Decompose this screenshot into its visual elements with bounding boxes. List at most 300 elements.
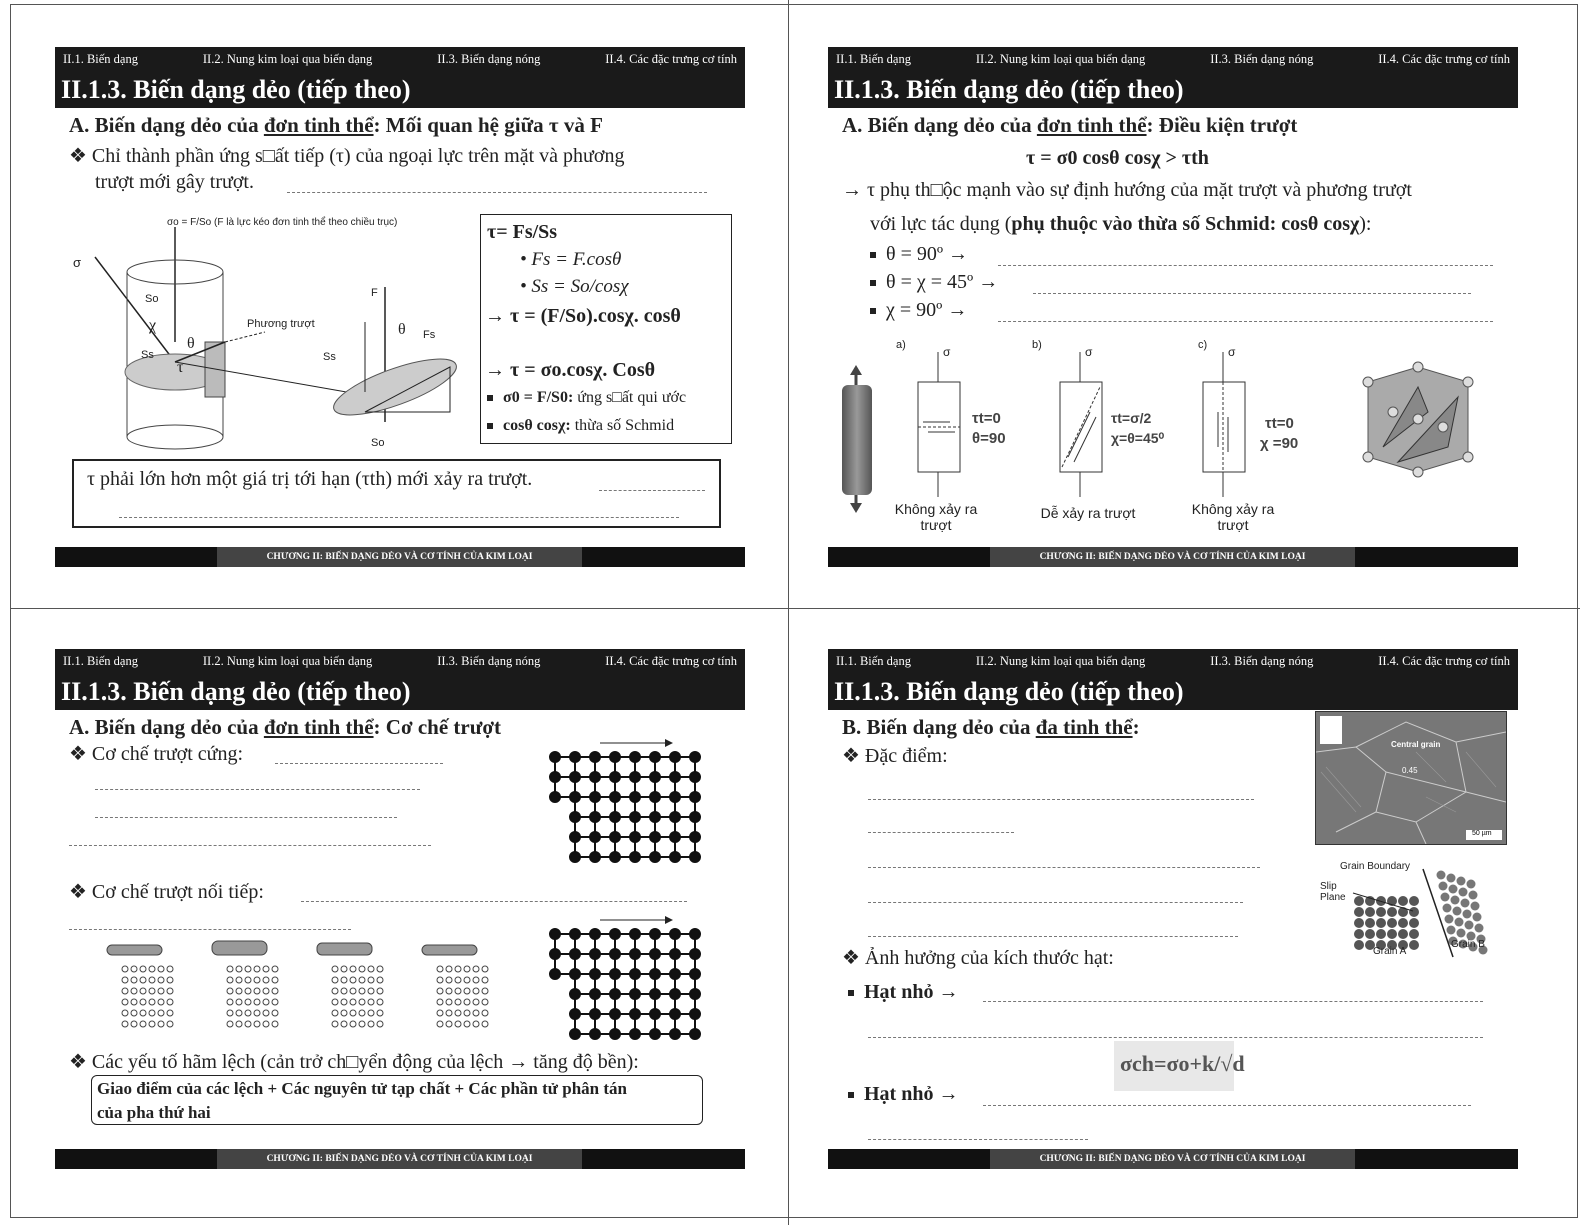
blank-line [95,817,397,818]
blank-line [119,517,679,518]
grain-atom [1443,904,1452,913]
caterpillar-dislocation-figure [85,937,505,1037]
blank-line [868,1037,1483,1038]
nav-item[interactable]: II.4. Các đặc trưng cơ tính [605,653,737,668]
atom [350,966,356,972]
atom [455,966,461,972]
atom [158,966,164,972]
grain-atom [1473,913,1482,922]
atom [368,966,374,972]
nav-item[interactable]: II.3. Biến dạng nóng [1210,51,1314,66]
atom [122,977,128,983]
nav-item[interactable]: II.2. Nung kim loại qua biến dạng [975,653,1146,668]
atom [245,966,251,972]
atom [377,1021,383,1027]
atom [482,988,488,994]
grain-atom [1409,918,1419,928]
atom [149,966,155,972]
atom [437,977,443,983]
grain-size-item [848,1083,958,1106]
nav-item[interactable]: II.3. Biến dạng nóng [1210,653,1314,668]
atom [131,999,137,1005]
atom [263,966,269,972]
nav-item[interactable]: II.1. Biến dạng [63,51,138,66]
slide-nav [55,649,745,673]
blank-line [301,901,687,902]
grain-atom [1354,896,1364,906]
atom [245,1010,251,1016]
grain-atom [1465,921,1474,930]
atom [473,966,479,972]
atom [167,1021,173,1027]
grain-atom [1453,907,1462,916]
atom [368,988,374,994]
conclusion-text: τ phải lớn hơn một giá trị tới hạn (τth) mới xảy ra trượt. [87,468,533,490]
atom [149,977,155,983]
grain-atom [1365,918,1375,928]
body-text [870,213,1371,236]
grain-atom [1376,918,1386,928]
grain-atom [1354,940,1364,950]
atom [227,1010,233,1016]
vertical-divider [788,0,789,1225]
grain-atom [1387,929,1397,939]
progressive-slip-lattice [545,914,715,1044]
atom [350,999,356,1005]
blank-line [275,763,443,764]
section-heading [842,715,1140,740]
formula-desc: thừa số Schmid [570,417,675,434]
atom [455,1010,461,1016]
grain-atom [1475,924,1484,933]
atom [455,999,461,1005]
condition-item [870,271,998,294]
atom [263,1021,269,1027]
rigid-slip-lattice [545,737,715,867]
formula: • Ss = So/cosχ [520,276,629,297]
condition-item [870,299,967,322]
atom [377,988,383,994]
formula: → τ = (F/So).cosχ. cosθ [485,305,681,327]
atom [473,1021,479,1027]
atom [368,1010,374,1016]
section-heading [842,113,1297,138]
atom [341,1021,347,1027]
atom [437,1010,443,1016]
atom [464,977,470,983]
atom [341,988,347,994]
atom [131,988,137,994]
slide-3 [55,649,745,1169]
atom [236,977,242,983]
atom [332,1021,338,1027]
hall-petch-formula: σch=σo+k/√d [1120,1051,1245,1076]
bullet-text: trượt mới gây trượt. [95,171,254,193]
slide-title: II.1.3. Biến dạng dẻo (tiếp theo) [828,71,1518,108]
grain-atom [1467,880,1476,889]
atom [464,966,470,972]
atom [131,977,137,983]
atom [446,988,452,994]
atom [140,988,146,994]
grain-atom [1439,882,1448,891]
bullet-square-icon [487,395,493,401]
atom [272,977,278,983]
atom [131,966,137,972]
grain-atom [1471,902,1480,911]
atom [131,1010,137,1016]
atom [122,988,128,994]
atom [350,988,356,994]
grain-atom [1461,899,1470,908]
grain-atom [1409,907,1419,917]
atom [332,977,338,983]
heading-text: : [1132,715,1140,739]
atom [332,1010,338,1016]
atom [236,988,242,994]
atom [359,988,365,994]
slide-1 [55,47,745,567]
atom [332,988,338,994]
figure-label: χ [149,317,157,334]
atom [446,1010,452,1016]
heading-text: A. Biến dạng dẻo của [69,715,264,739]
atom [359,1010,365,1016]
atom [254,988,260,994]
formula: • Fs = F.cosθ [520,249,622,270]
figure-label: τt=σ/2 [1111,410,1152,426]
atom [167,988,173,994]
blank-line [868,902,1243,903]
grain-atom [1447,874,1456,883]
atom [341,1010,347,1016]
heading-text: : Điều kiện trượt [1146,113,1298,137]
figure-label: σ [73,255,82,270]
micrograph-grains [1316,712,1506,844]
slide-title: II.1.3. Biến dạng dẻo (tiếp theo) [55,673,745,710]
atom [140,1010,146,1016]
atom [140,999,146,1005]
atom [464,1010,470,1016]
bullet-square-icon [870,252,876,258]
bullet-text: ❖ Cơ chế trượt cứng: [69,743,244,765]
nav-item[interactable]: II.4. Các đặc trưng cơ tính [605,51,737,66]
blank-line [868,1139,1088,1140]
atom [455,977,461,983]
blank-line [868,832,1014,833]
box-text: Giao điểm của các lệch + Các nguyên tử tạp chất + Các phần tử phân tán [97,1079,627,1098]
formula-term: cosθ cosχ: [503,417,571,434]
grain-atom [1457,929,1466,938]
atom [272,999,278,1005]
atom [332,966,338,972]
grain-atom [1469,891,1478,900]
grain-size-text: Hạt nhỏ → [864,981,959,1003]
heading-text: : Cơ chế trượt [373,715,501,739]
blank-line [983,1105,1471,1106]
figure-label: θ [398,321,406,338]
atom [473,988,479,994]
atom [368,977,374,983]
bullet-square-icon [848,990,854,996]
atom [236,966,242,972]
heading-text: A. Biến dạng dẻo của [842,113,1037,137]
slide-2 [828,47,1518,567]
figure-caption: Dễ xảy ra trượt [1040,505,1136,521]
bullet-square-icon [870,308,876,314]
bullet-text: ❖ Các yếu tố hãm lệch (cản trở ch□yển động của lệch → tăng độ bền): [69,1051,639,1073]
blank-line [95,789,420,790]
atom [254,977,260,983]
grain-atom [1365,929,1375,939]
nav-item[interactable]: II.2. Nung kim loại qua biến dạng [975,51,1146,66]
atom [263,999,269,1005]
nav-item[interactable]: II.1. Biến dạng [63,653,138,668]
atom [332,999,338,1005]
atom [368,1021,374,1027]
grain-atom [1441,893,1450,902]
grain-atom [1409,940,1419,950]
footer-text: CHƯƠNG II: BIẾN DẠNG DẺO VÀ CƠ TÍNH CỦA KIM LOẠI [217,547,582,567]
figure-label: Grain Boundary [1340,861,1411,872]
atom [377,977,383,983]
body-text: với lực tác dụng ( [870,213,1012,235]
grain-atom [1463,910,1472,919]
atom [158,988,164,994]
micrograph-label: Central grain [1391,740,1441,749]
nav-item[interactable]: II.3. Biến dạng nóng [437,51,541,66]
grain-size-text: Hạt nhỏ → [864,1083,959,1105]
atom [359,977,365,983]
atom [464,999,470,1005]
atom [236,1021,242,1027]
atom [149,999,155,1005]
atom [473,999,479,1005]
nav-item[interactable]: II.4. Các đặc trưng cơ tính [1378,51,1510,66]
nav-item[interactable]: II.1. Biến dạng [836,653,911,668]
schmid-figure [65,212,475,462]
heading-underlined: đơn tinh thể [263,715,374,739]
atom [437,988,443,994]
bullet-text: ❖ Đặc điểm: [842,745,948,767]
grain-size-item [848,981,958,1004]
nav-item[interactable]: II.2. Nung kim loại qua biến dạng [202,653,373,668]
atom [359,966,365,972]
atom [236,999,242,1005]
atom [350,1010,356,1016]
atom [131,1021,137,1027]
grain-atom [1459,888,1468,897]
atom [140,1021,146,1027]
blank-line [868,936,1238,937]
condition-text: χ = 90º → [886,299,968,321]
figure-label: Ss [141,349,154,361]
nav-item[interactable]: II.3. Biến dạng nóng [437,653,541,668]
grain-atom [1354,929,1364,939]
atom [341,977,347,983]
figure-label: Grain A [1373,946,1407,957]
atom [227,966,233,972]
nav-item[interactable]: II.1. Biến dạng [836,51,911,66]
atom [245,977,251,983]
slide-footer [828,1149,1518,1169]
atom [272,1010,278,1016]
atom [341,966,347,972]
formula-desc: ứng s□ất qui ước [573,389,687,406]
grain-atom [1398,918,1408,928]
micrograph-label: 0.45 [1402,766,1418,775]
grain-atom [1449,885,1458,894]
grain-atom [1376,907,1386,917]
condition-item [870,243,968,266]
atom [245,1021,251,1027]
figure-label: τt=0 [972,410,1001,427]
body-text: → τ phụ th□ộc mạnh vào sự định hướng của mặt trượt và phương trượt [842,179,1412,201]
grain-atom [1445,915,1454,924]
atom [140,966,146,972]
atom [227,977,233,983]
footer-text: CHƯƠNG II: BIẾN DẠNG DẺO VÀ CƠ TÍNH CỦA KIM LOẠI [217,1149,582,1169]
figure-label: Grain B [1451,939,1485,950]
figure-label: σ [1085,345,1093,359]
atom [245,999,251,1005]
atom [359,999,365,1005]
atom [377,1010,383,1016]
atom [158,1021,164,1027]
atom [482,977,488,983]
figure-label: Ss [323,351,336,363]
atom [263,977,269,983]
footer-text: CHƯƠNG II: BIẾN DẠNG DẺO VÀ CƠ TÍNH CỦA KIM LOẠI [990,547,1355,567]
atom [227,999,233,1005]
formula-note [487,417,674,435]
figure-label: So [371,437,385,449]
grain-atom [1409,929,1419,939]
slide-footer [55,547,745,567]
grain-atom [1354,907,1364,917]
hall-petch-formula-box [1114,1041,1245,1091]
atom [446,1021,452,1027]
atom [359,1021,365,1027]
figure-caption: Không xảy ra trượt [1191,501,1275,533]
atom [272,966,278,972]
figure-label: θ [187,335,195,352]
grain-atom [1447,926,1456,935]
atom [446,999,452,1005]
grain-atom [1387,918,1397,928]
atom [473,977,479,983]
figure-label: a) [896,339,906,351]
atom [272,1021,278,1027]
body-text: ): [1359,213,1372,235]
grain-atom [1451,896,1460,905]
figure-label: σo = F/So (F là lực kéo đơn tinh thể theo chiều trục) [167,217,398,228]
atom [482,999,488,1005]
bullet-text: ❖ Chỉ thành phần ứng s□ất tiếp (τ) của ngoại lực trên mặt và phương [69,145,625,167]
atom [254,1021,260,1027]
atom [377,999,383,1005]
figure-label: σ [1228,345,1236,359]
atom [272,988,278,994]
atom [263,988,269,994]
blank-line [868,867,1260,868]
atom [122,966,128,972]
atom [236,1010,242,1016]
grain-atom [1409,896,1419,906]
atom [122,999,128,1005]
grain-atom [1376,929,1386,939]
blank-line [868,799,1254,800]
atom [377,966,383,972]
atom [464,988,470,994]
blank-line [599,490,705,491]
bullet-square-icon [870,280,876,286]
atom [455,1021,461,1027]
grain-atom [1457,877,1466,886]
formula: → τ = σo.cosχ. Cosθ [485,359,656,381]
atom [140,977,146,983]
slide-nav [828,47,1518,71]
atom [473,1010,479,1016]
atom [254,999,260,1005]
condition-text: θ = 90º → [886,243,969,265]
section-heading [69,715,501,740]
bullet-text: ❖ Cơ chế trượt nối tiếp: [69,881,264,903]
blank-line [287,192,707,193]
condition-formula: τ = σ0 cosθ cosχ > τth [1026,147,1209,169]
nav-item[interactable]: II.2. Nung kim loại qua biến dạng [202,51,373,66]
atom [149,1010,155,1016]
atom [167,977,173,983]
atom [149,1021,155,1027]
atom [464,1021,470,1027]
atom [158,1010,164,1016]
section-heading [69,113,603,138]
atom [482,1010,488,1016]
grain-atom [1455,918,1464,927]
figure-caption: Không xảy ra trượt [894,501,978,533]
slide-nav [828,649,1518,673]
atom [149,988,155,994]
grain-atom [1354,918,1364,928]
bullet-square-icon [487,423,493,429]
figure-label: τ [177,359,184,376]
atom [245,988,251,994]
formula-term: σ0 = F/S0: [503,389,574,406]
bullet-text: ❖ Ảnh hưởng của kích thước hạt: [842,947,1114,969]
grain-atom [1387,907,1397,917]
atom [437,999,443,1005]
atom [254,966,260,972]
atom [368,999,374,1005]
nav-item[interactable]: II.4. Các đặc trưng cơ tính [1378,653,1510,668]
slide-title: II.1.3. Biến dạng dẻo (tiếp theo) [55,71,745,108]
micrograph-scale: 50 µm [1472,830,1492,837]
horizontal-divider [10,608,1580,609]
grain-atom [1398,896,1408,906]
slide-footer [55,1149,745,1169]
atom [341,999,347,1005]
heading-text: : Mối quan hệ giữa τ và F [373,113,603,137]
formula-note [487,389,686,407]
heading-text: B. Biến dạng dẻo của [842,715,1036,739]
heading-text: A. Biến dạng dẻo của [69,113,264,137]
atom [158,977,164,983]
slide-nav [55,47,745,71]
slide-footer [828,547,1518,567]
footer-text: CHƯƠNG II: BIẾN DẠNG DẺO VÀ CƠ TÍNH CỦA KIM LOẠI [990,1149,1355,1169]
atom [122,1021,128,1027]
